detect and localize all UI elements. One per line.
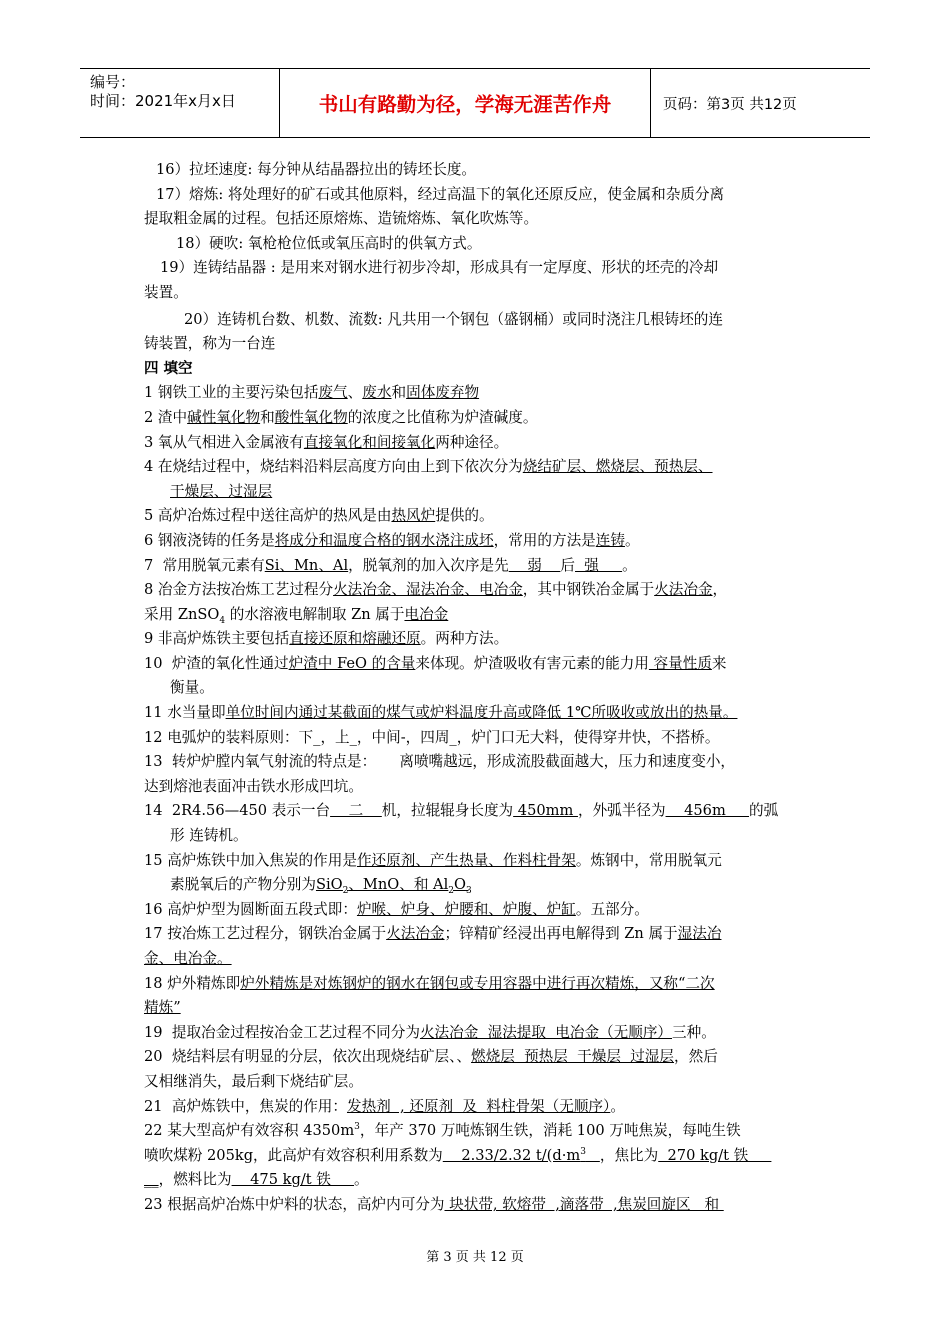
fill-22-cont: 喷吹煤粉 205kg，此高炉有效容积利用系数为 2.33/2.32 $t/(d\cdot m^3$ ，焦比为 270 kg/t 铁: [144, 1146, 772, 1164]
fill-19: 19 提取冶金过程按冶金工艺过程不同分为火法冶金 湿法提取 电冶金（无顺序）三种。: [144, 1023, 716, 1041]
fill-9: 9 非高炉炼铁主要包括直接还原和熔融还原。两种方法。: [144, 630, 509, 648]
definition-18: 18）硬吹: 氧枪枪位低或氧压高时的供氧方式。: [176, 234, 482, 252]
header-motto: 书山有路勤为径，学海无涯苦作舟: [280, 69, 651, 137]
header-time: 时间：2021年x月x日: [90, 92, 236, 110]
fill-14-cont: 形 连铸机。: [170, 827, 248, 845]
section-heading: 四 填空: [144, 360, 193, 377]
definition-19-line1: 19）连铸结晶器 : 是用来对钢水进行初步冷却，形成具有一定厚度、形状的坯壳的冷却: [160, 259, 719, 277]
fill-16: 16 高炉炉型为圆断面五段式即：炉喉、炉身、炉腰和、炉腹、炉缸。五部分。: [144, 900, 649, 918]
header-code: 编号：: [90, 73, 136, 91]
fill-1: 1 钢铁工业的主要污染包括废气、废水和固体废弃物: [144, 384, 480, 402]
fill-15: 15 高炉炼铁中加入焦炭的作用是作还原剂、产生热量、作料柱骨架。炼钢中，常用脱氧元: [144, 851, 722, 869]
fill-22-cont2: __，燃料比为 475 kg/t 铁 。: [144, 1171, 369, 1189]
fill-20: 20 烧结料层有明显的分层，依次出现烧结矿层、、燃烧层 预热层 干燥层 过湿层，然后: [144, 1048, 718, 1066]
definition-16: 16）拉坯速度: 每分钟从结晶器拉出的铸坯长度。: [156, 161, 477, 178]
fill-13: 13 转炉炉膛内氧气射流的特点是： 离喷嘴越远，形成流股截面越大，压力和速度变小，: [144, 753, 736, 771]
fill-4-cont: 干燥层、过湿层: [170, 482, 273, 500]
fill-11: 11 水当量即单位时间内通过某截面的煤气或炉料温度升高或降低 1℃所吸收或放出的热量。: [144, 704, 738, 722]
fill-15-cont: 素脱氧后的产物分别为SiO$_2$、MnO、和 $Al_2O_3$: [170, 876, 472, 897]
header-page-number: 页码：第3页 共12页: [663, 96, 797, 113]
fill-14: 14 2R4.56—450 表示一台 二 机，拉辊辊身长度为 450mm ，外弧半径为 456m 的弧: [144, 802, 779, 820]
fill-2: 2 渣中碱性氧化物和酸性氧化物的浓度之比值称为炉渣碱度。: [144, 408, 538, 426]
definition-20-line1: 20）连铸机台数、机数、流数: 凡共用一个钢包（盛钢桶）或同时浇注几根铸坯的连: [184, 310, 723, 328]
page-footer: 第 3 页 共 12 页: [426, 1250, 524, 1265]
fill-20-cont: 又相继消失，最后剩下烧结矿层。: [144, 1072, 363, 1090]
fill-10: 10 炉渣的氧化性通过炉渣中 FeO 的含量来体现。炉渣吸收有害元素的能力用 容量性质来: [144, 654, 727, 672]
fill-22: 22 某大型高炉有效容积 $4350m^3$，年产 370 万吨炼钢生铁，消耗 100 万吨焦炭，每吨生铁: [144, 1122, 741, 1140]
fill-6: 6 钢液浇铸的任务是将成分和温度合格的钢水浇注成坯，常用的方法是连铸。: [144, 531, 640, 549]
fill-17: 17 按冶炼工艺过程分，钢铁冶金属于火法冶金；锌精矿经浸出再电解得到 Zn 属于湿法冶: [144, 925, 722, 943]
header-meta: [80, 69, 280, 137]
fill-23: 23 根据高炉冶炼中炉料的状态，高炉内可分为 块状带, 软熔带 ,滴落带 ,焦炭回旋区 和: [144, 1195, 724, 1213]
fill-7: 7 常用脱氧元素有Si、Mn、Al，脱氧剂的加入次序是先 弱 后 强 。: [144, 556, 637, 574]
definition-17-line1: 17）熔炼: 将处理好的矿石或其他原料，经过高温下的氧化还原反应，使金属和杂质分离: [156, 185, 725, 203]
fill-18: 18 炉外精炼即炉外精炼是对炼钢炉的钢水在钢包或专用容器中进行再次精炼，又称“二次: [144, 974, 715, 992]
definition-20-line2: 铸装置，称为一台连: [144, 335, 276, 353]
fill-3: 3 氧从气相进入金属液有直接氧化和间接氧化两种途径。: [144, 433, 509, 451]
definition-17-line2: 提取粗金属的过程。包括还原熔炼、造锍熔炼、氧化吹炼等。: [144, 210, 539, 228]
fill-10-cont: 衡量。: [170, 679, 214, 697]
fill-4: 4 在烧结过程中，烧结料沿料层高度方向由上到下依次分为烧结矿层、燃烧层、预热层、: [144, 458, 713, 476]
fill-18-cont: 精炼”: [144, 999, 181, 1017]
page-header: [80, 68, 870, 138]
fill-17-cont: 金、电冶金。: [144, 950, 232, 967]
fill-5: 5 高炉冶炼过程中送往高炉的热风是由热风炉提供的。: [144, 507, 494, 525]
fill-13-cont: 达到熔池表面冲击铁水形成凹坑。: [144, 777, 363, 795]
fill-12: 12 电弧炉的装料原则：下_，上_，中间-，四周_，炉门口无大料，使得穿井快，不搭桥。: [144, 728, 720, 746]
document-body: [144, 158, 814, 1218]
definition-19-line2: 装置。: [144, 283, 188, 301]
fill-8-cont: 采用 ZnSO$_4$ 的水溶液电解制取 Zn 属于电冶金: [144, 605, 449, 626]
fill-8: 8 冶金方法按冶炼工艺过程分火法冶金、湿法冶金、电冶金，其中钢铁冶金属于火法冶金，: [144, 581, 728, 599]
fill-21: 21 高炉炼铁中，焦炭的作用：发热剂 , 还原剂 及 料柱骨架（无顺序）。: [144, 1097, 625, 1115]
